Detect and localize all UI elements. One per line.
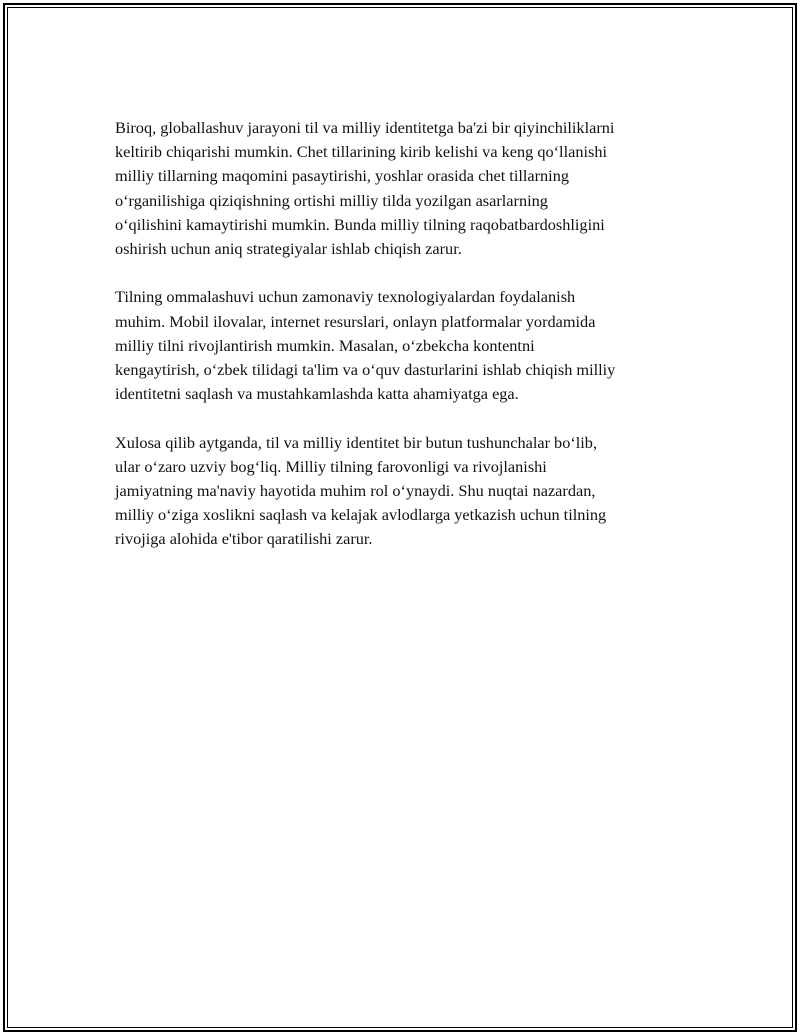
text-line: o‘rganilishiga qiziqishning ortishi milliy tilda yozilgan asarlarning <box>115 190 548 210</box>
text-line: o‘qilishini kamaytirishi mumkin. Bunda milliy tilning raqobatbardoshligini <box>115 214 605 234</box>
text-line: kengaytirish, o‘zbek tilidagi ta'lim va o‘quv dasturlarini ishlab chiqish milliy <box>115 360 616 380</box>
text-line: jamiyatning ma'naviy hayotida muhim rol o‘ynaydi. Shu nuqtai nazardan, <box>115 481 596 501</box>
text-line: muhim. Mobil ilovalar, internet resurslari, onlayn platformalar yordamida <box>115 311 596 331</box>
text-line: oshirish uchun aniq strategiyalar ishlab chiqish zarur. <box>115 239 462 259</box>
text-line: milliy tilni rivojlantirish mumkin. Masalan, o‘zbekcha kontentni <box>115 335 535 355</box>
paragraph-technology <box>115 285 695 406</box>
paragraph-globalization <box>115 116 695 261</box>
text-line: milliy tillarning maqomini pasaytirishi, yoshlar orasida chet tillarning <box>115 166 569 186</box>
text-line: Tilning ommalashuvi uchun zamonaviy texnologiyalardan foydalanish <box>115 287 576 307</box>
text-line: identitetni saqlash va mustahkamlashda katta ahamiyatga ega. <box>115 384 519 404</box>
paragraph-conclusion <box>115 431 695 552</box>
text-line: ular o‘zaro uzviy bog‘liq. Milliy tilning farovonligi va rivojlanishi <box>115 456 547 476</box>
text-line: Biroq, globallashuv jarayoni til va milliy identitetga ba'zi bir qiyinchiliklarni <box>115 118 615 137</box>
text-line: rivojiga alohida e'tibor qaratilishi zarur. <box>115 529 373 549</box>
text-line: keltirib chiqarishi mumkin. Chet tillarining kirib kelishi va keng qo‘llanishi <box>115 142 607 162</box>
text-line: Xulosa qilib aytganda, til va milliy identitet bir butun tushunchalar bo‘lib, <box>115 432 598 452</box>
text-line: milliy o‘ziga xoslikni saqlash va kelajak avlodlarga yetkazish uchun tilning <box>115 505 607 525</box>
document-body <box>115 116 695 576</box>
